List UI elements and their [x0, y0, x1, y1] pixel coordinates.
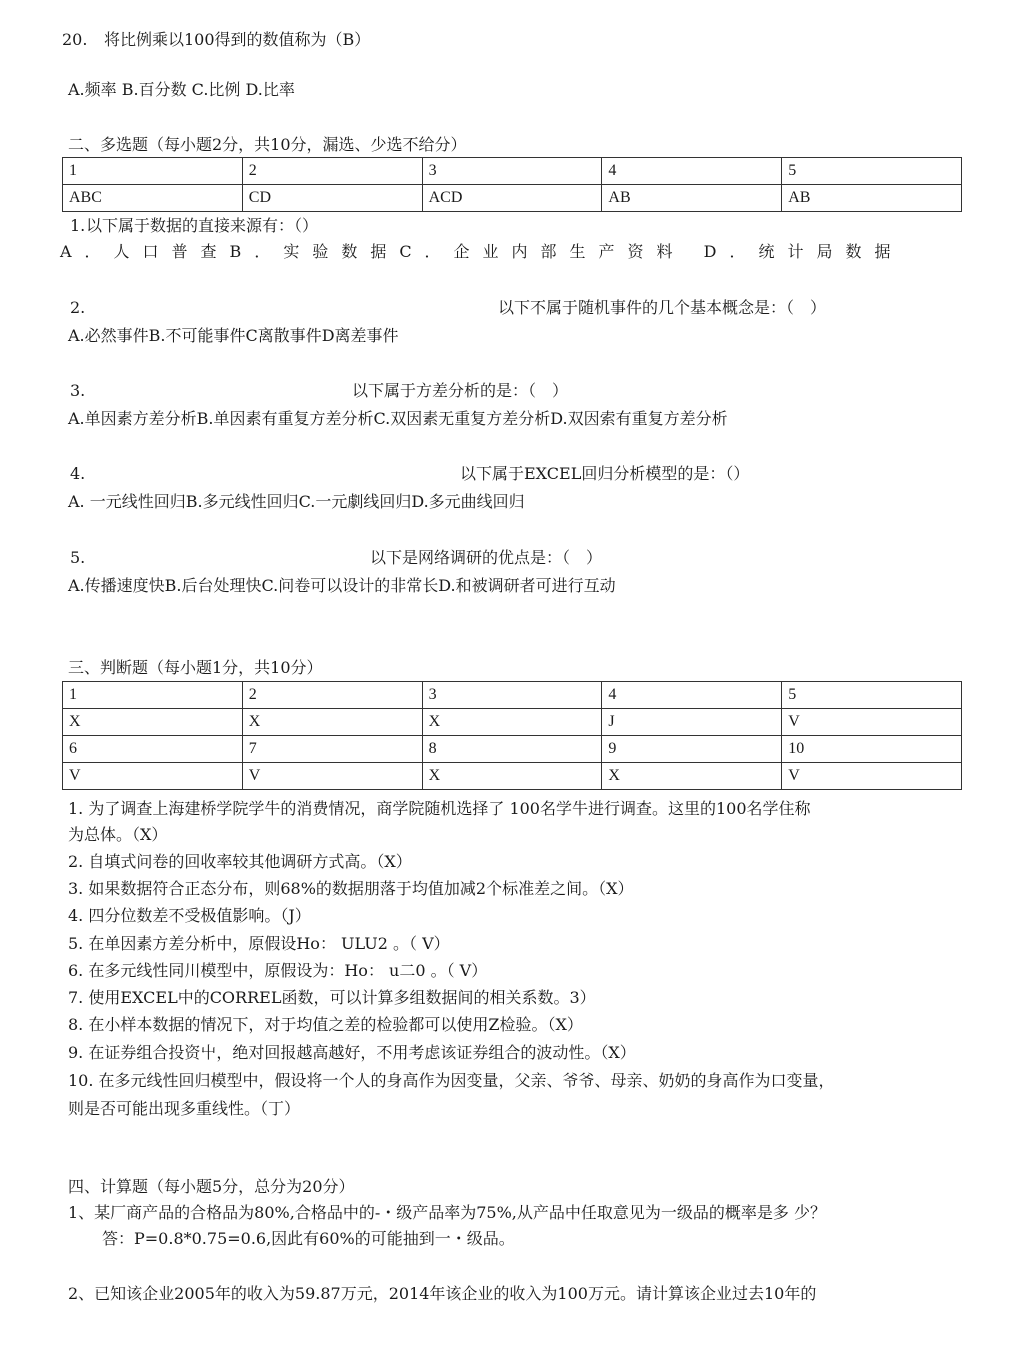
table-cell: ABC: [63, 185, 243, 212]
mc-question-5-options: A.传播速度快B.后台处理快C.问卷可以设计的非常长D.和被调研者可进行互动: [68, 576, 616, 595]
table-row: [63, 709, 962, 736]
table-cell: 4: [602, 682, 782, 709]
calc-question-1: 1、某厂商产品的合格品为80%,合格品中的-・级产品率为75%,从产品中任取意见为一级品的概率是多 少？: [68, 1203, 826, 1222]
section-2-title: 二、多选题（每小题2分，共10分，漏选、少选不给分）: [68, 135, 467, 154]
question-20-number: 20.: [62, 30, 88, 49]
table-cell: ACD: [422, 185, 602, 212]
table-cell: 3: [422, 158, 602, 185]
mc-question-3-stem: 以下属于方差分析的是：（ ）: [352, 381, 569, 400]
table-row: [63, 736, 962, 763]
table-cell: CD: [242, 185, 422, 212]
mc-question-5-number: 5.: [70, 548, 86, 567]
table-cell: AB: [602, 185, 782, 212]
mc-question-2-options: A.必然事件B.不可能事件C离散事件D离差事件: [68, 326, 399, 345]
tf-statement-4: 4. 四分位数差不受极值影响。（J）: [68, 906, 311, 925]
true-false-answer-table: [62, 681, 962, 790]
mc-question-2-stem: 以下不属于随机事件的几个基本概念是：（ ）: [498, 298, 827, 317]
mc-question-1-options: A．人口普查B．实验数据C．企业内部生产资料 D．统计局数据: [60, 242, 904, 261]
table-row: [63, 185, 962, 212]
tf-statement-6: 6. 在多元线性同川模型中，原假设为：Ho： u二0 。（ V）: [68, 961, 488, 980]
table-row: [63, 158, 962, 185]
table-cell: V: [782, 709, 962, 736]
calc-question-2: 2、已知该企业2005年的收入为59.87万元，2014年该企业的收入为100万元。请计算该企业过去10年的: [68, 1284, 817, 1303]
table-row: [63, 682, 962, 709]
table-cell: AB: [782, 185, 962, 212]
mc-question-3-number: 3.: [70, 381, 86, 400]
table-cell: 10: [782, 736, 962, 763]
table-cell: 2: [242, 158, 422, 185]
question-20-options: A.频率 B.百分数 C.比例 D.比率: [68, 80, 295, 99]
table-cell: 7: [242, 736, 422, 763]
table-cell: X: [63, 709, 243, 736]
mc-question-1-number: 1.: [70, 216, 86, 235]
table-cell: X: [422, 763, 602, 790]
tf-statement-7: 7. 使用EXCEL中的CORREL函数，可以计算多组数据间的相关系数。3）: [68, 988, 596, 1007]
tf-statement-5: 5. 在单因素方差分析中，原假设Ho： ULU2 。（ V）: [68, 934, 450, 953]
section-3-title: 三、判断题（每小题1分，共10分）: [68, 658, 323, 677]
table-cell: X: [242, 709, 422, 736]
table-cell: 1: [63, 682, 243, 709]
multi-choice-answer-table: [62, 157, 962, 212]
table-cell: V: [782, 763, 962, 790]
section-4-title: 四、计算题（每小题5分，总分为20分）: [68, 1177, 355, 1196]
table-cell: 4: [602, 158, 782, 185]
table-cell: 6: [63, 736, 243, 763]
table-cell: 5: [782, 158, 962, 185]
table-cell: X: [422, 709, 602, 736]
mc-question-3-options: A.单因素方差分析B.单因素有重复方差分析C.双因素无重复方差分析D.双因索有重复方差分析: [68, 409, 728, 428]
tf-statement-8: 8. 在小样本数据的情况下，对于均值之差的检验都可以使用Z检验。（X）: [68, 1015, 583, 1034]
question-20-stem: 将比例乘以100得到的数值称为（B）: [104, 30, 371, 49]
table-cell: 8: [422, 736, 602, 763]
tf-statement-2: 2. 自填式问卷的回收率较其他调研方式高。（X）: [68, 852, 412, 871]
table-cell: X: [602, 763, 782, 790]
mc-question-1-stem: 以下属于数据的直接来源有：（）: [86, 216, 319, 235]
tf-statement-9: 9. 在证券组合投资屮，绝对回报越高越好，不用考虑该证券组合的波动性。（X）: [68, 1043, 636, 1062]
table-row: [63, 763, 962, 790]
mc-question-2-number: 2.: [70, 298, 86, 317]
tf-statement-10: 10. 在多元线性回归模型中，假设将一个人的身高作为因变量，父亲、爷爷、母亲、奶奶的身高作为口变量，: [68, 1071, 835, 1090]
table-cell: J: [602, 709, 782, 736]
table-cell: 3: [422, 682, 602, 709]
table-cell: 1: [63, 158, 243, 185]
mc-question-4-number: 4.: [70, 464, 86, 483]
tf-statement-1: 1. 为了调查上海建桥学院学牛的消费情况，商学院随机选择了 100名学牛进行调查。这里的100名学住称: [68, 799, 811, 818]
mc-question-5-stem: 以下是网络调研的优点是：（ ）: [370, 548, 603, 567]
tf-statement-3: 3. 如果数据符合正态分布，则68%的数据朋落于均值加减2个标准差之间。（X）: [68, 879, 634, 898]
tf-statement-1-cont: 为总体。（X）: [68, 825, 168, 844]
table-cell: V: [242, 763, 422, 790]
table-cell: 9: [602, 736, 782, 763]
tf-statement-10-cont: 则是否可能出现多重线性。（丁）: [68, 1099, 301, 1118]
table-cell: V: [63, 763, 243, 790]
mc-question-4-options: A. 一元线性回归B.多元线性回归C.一元劇线回归D.多元曲线回归: [68, 492, 525, 511]
table-cell: 2: [242, 682, 422, 709]
calc-answer-1: 答：P=0.8*0.75=0.6,因此有60%的可能抽到一・级品。: [102, 1229, 515, 1248]
table-cell: 5: [782, 682, 962, 709]
mc-question-4-stem: 以下属于EXCEL回归分析模型的是：（）: [460, 464, 750, 483]
